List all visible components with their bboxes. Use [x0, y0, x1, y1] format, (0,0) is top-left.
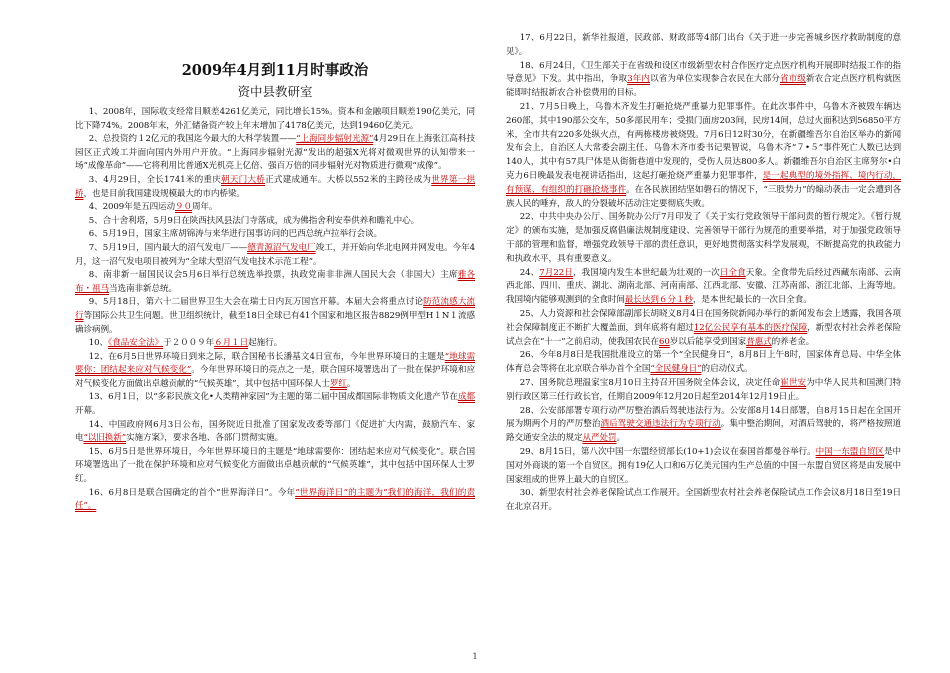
paragraph-text: 正式建成通车。大桥以552米的主跨径成为	[265, 174, 432, 185]
highlighted-text: ９０	[175, 202, 193, 213]
paragraph-text: ，也是目前我国建设规模最大的市内桥梁。	[83, 188, 245, 199]
highlighted-text: 崔世安	[780, 377, 807, 388]
paragraph-text: 9、5月18日，第六十二届世界卫生大会在瑞士日内瓦万国宫开幕。本届大会将重点讨论	[88, 297, 424, 308]
paragraph-text: 。今年世界环境日的亮点之一是，联合国环境署选出了一批在保护环境和应对气候变化方面做出卓越贡献的“气候英雄”，其中包括中国环保人士	[75, 365, 475, 389]
highlighted-text: 成都	[457, 392, 475, 403]
news-item	[506, 405, 901, 446]
highlighted-text: 7月22日	[539, 267, 573, 278]
paragraph-text: 16、6月8日是联合国确定的首个“世界海洋日”。今年	[88, 487, 296, 498]
paragraph-text: 30、新型农村社会养老保险试点工作展开。全国新型农村社会养老保险试点工作会议8月18日至19日在北京召开。	[506, 488, 901, 513]
highlighted-text: 德青源沼气发电厂	[247, 242, 316, 253]
highlighted-text: “上海同步辐射光源”	[296, 134, 374, 145]
paragraph-text: 周年。	[192, 202, 218, 213]
highlighted-text: 《食品安全法》	[107, 338, 164, 349]
news-item	[75, 228, 475, 242]
news-item	[506, 101, 901, 211]
paragraph-text: 4、2009年是五四运动	[88, 202, 176, 213]
paragraph-text: 10、	[88, 338, 108, 349]
highlighted-text: 雅各布・祖马	[75, 270, 475, 294]
paragraph-text: 18、6月24日，《卫生部关于在省级和设区市级新型农村合作医疗定点医疗机构开展即时结报工作的指导意见》下发。其中指出，争取	[506, 60, 901, 85]
paragraph-text: 17、6月22日，新华社报道，民政部、财政部等4部门出台《关于进一步完善城乡医疗救助制度的意见》。	[506, 33, 901, 57]
news-item	[75, 201, 475, 215]
right-column	[506, 32, 901, 515]
highlighted-text: 朝天门大桥	[221, 174, 266, 185]
left-paragraphs	[75, 106, 475, 514]
left-column	[75, 62, 475, 514]
paragraph-text: 15、6月5日是世界环境日，今年世界环境日的主题是“地球需要你：团结起来应对气候变化”。联合国环境署选出了一批在保护环境和应对气候变化方面做出卓越贡献的“气候英雄”，其中包括中国环保人士罗红。	[75, 446, 475, 485]
paragraph-text: 开幕。	[75, 406, 101, 417]
paragraph-text: 的启动仪式。	[701, 364, 753, 375]
paragraph-text: 12、在6月5日世界环境日到来之际，联合国秘书长潘基文4日宣布，今年世界环境日的主题是	[88, 351, 445, 362]
paragraph-text: 为中华人民共和国澳门特别行政区第三任行政长官，任期自2009年12月20日起至2014年12月19日止。	[506, 377, 902, 402]
paragraph-text: 。	[346, 378, 356, 389]
news-item	[75, 391, 475, 418]
highlighted-text: 酒后驾驶交通违法行为专项行动	[600, 419, 721, 430]
news-item	[506, 308, 901, 349]
paragraph-text: 起施行。	[248, 338, 283, 349]
highlighted-text: “全民健身日”	[650, 364, 702, 375]
paragraph-text: 6、5月19日，国家主席胡锦涛与来华进行国事访问的巴西总统卢拉举行会谈。	[88, 229, 383, 240]
news-item	[506, 377, 901, 405]
paragraph-text: 。在各民族团结坚如磐石的情况下，“三股势力”的煽动袭击一定会遭到各族人民的唾弃，敌人的分裂破坏活动注定要彻底失败。	[506, 184, 901, 209]
paragraph-text: 28、公安部部署专项行动严厉整治酒后驾驶违法行为。公安部8月14日部署，自8月15日起在全国开展为期两个月的严厉整治	[506, 405, 901, 430]
paragraph-text: 天象。全食带先后经过西藏东南部、云南西北部、四川、重庆、湖北、湖南北部、河南南部、江西北部、安徽、江苏南部、浙江北部、上海等地。我国境内能够观测到的全食时间	[506, 267, 902, 306]
paragraph-text: 当选南非新总统。	[108, 283, 177, 294]
news-item	[506, 32, 901, 60]
paragraph-text: 1、2008年，国际收支经常目顺差4261亿美元，同比增长15%。资本和金融项目顺差190亿美元，同比下降74%。2008年末，外汇储备资产较上年末增加了4178亿美元，达到19460亿美元。	[75, 107, 475, 131]
right-paragraphs	[506, 32, 901, 515]
news-item	[75, 133, 475, 174]
paragraph-text: 以省为单位实现参合农民在大部分	[650, 74, 780, 85]
news-item	[75, 351, 475, 392]
news-item	[75, 215, 475, 229]
news-item	[75, 337, 475, 351]
highlighted-text: 3年内	[627, 74, 651, 85]
highlighted-text: 日全食	[719, 267, 746, 278]
paragraph-text: 。	[616, 433, 625, 444]
paragraph-text: 竣工，并开始向华北电网并网发电。今年4月，这一沼气发电项目被列为“全球大型沼气发电技术示范工程”。	[75, 242, 475, 267]
paragraph-text: 是中国对外商谈的第一个自贸区。拥有19亿人口和6万亿美元国内生产总值的中国一东盟自贸区将是由发展中国家组成的世界上最大的自贸区。	[506, 446, 901, 485]
paragraph-text: 25、人力资源和社会保障部副部长胡晓义8月4日在国务院新闻办举行的新闻发布会上透露，我国各项社会保障制度正不断扩大覆盖面，到年底将有超过	[506, 308, 901, 333]
paragraph-text: 8、南非新一届国民议会5月6日举行总统选举投票，执政党南非非洲人国民大会（非国大）主席	[88, 270, 458, 281]
highlighted-text: 从严处罚	[582, 433, 617, 444]
highlighted-text: 中国一东盟自贸区	[815, 446, 884, 457]
news-item	[506, 487, 901, 515]
news-item	[506, 349, 901, 377]
highlighted-text: 60	[658, 336, 670, 347]
news-item	[75, 174, 475, 201]
paragraph-text: 21、7月5日晚上，乌鲁木齐发生打砸抢烧严重暴力犯罪事件。在此次事件中，乌鲁木齐被毁车辆达260部，其中190部公交车，50多部民用车；受损门面房203间，民房14间，总过火面积达到56850平方米，全市共有220多处纵火点，有两栋楼房被烧毁。7月6日12时30分，在新疆维吾尔自治区举办的新闻发布会上，自治区人大常委会副主任、乌鲁木齐市委书记栗智说，乌鲁木齐“７•５”事件死亡人数已达到140人，其中有57具尸体是从街衙巷道中发现的，受伤人员达800多人。新疆维吾尔自治区主席努尔•白克力6日晚最发表电视讲话指出，这起打砸抢烧严重暴力犯罪事件，	[506, 101, 901, 181]
highlighted-text: 12亿公民享有基本的医疗保障	[693, 322, 808, 333]
paragraph-text: 。集中整治期间，对酒后驾驶的，将严格按照道路交通安全法的规定	[506, 419, 902, 444]
paragraph-text: 等国际公共卫生问题。世卫组织统计，截至18日全球已有41个国家和地区报告8829例甲型H１N１流感确诊病例。	[75, 310, 476, 335]
paragraph-text: ，新型农村社会养老保险试点会在“十一”之前启动，使我国农民在	[506, 322, 901, 347]
highlighted-text: 普惠式	[746, 336, 772, 347]
highlighted-text: 世界第一拱桥	[75, 174, 475, 199]
highlighted-text: 防范流感大流行	[75, 297, 476, 321]
news-item	[75, 242, 475, 269]
paragraph-text: 的养老金。	[771, 336, 815, 347]
paragraph-text: 3、4月29日，全长1741米的重庆	[88, 174, 222, 185]
paragraph-text: 2、总投资约１2亿元的我国迄今最大的大科学装置——	[88, 134, 297, 145]
news-item	[75, 446, 475, 487]
news-item	[506, 267, 901, 308]
highlighted-text: “世界海洋日”的主题为“我们的海洋，我们的责任”。	[75, 487, 475, 512]
paragraph-text: 7、5月19日，国内最大的沼气发电厂——	[88, 242, 248, 253]
news-item	[75, 487, 475, 514]
highlighted-text: 最长达到６分１秒	[624, 295, 693, 306]
paragraph-text: 5、合十舍利塔，5月9日在陕西扶风县法门寺落成，成为佛指舍利安奉供养和瞻礼中心。	[88, 215, 420, 226]
paragraph-text: 4月29日在上海张江高科技园区正式竣工并面向国内外用户开放。“上海同步辐射光源”发出的超强X光将对微观世界的认知带来一场“成像革命”——它将利用比普通X光机亮上亿倍、强百万倍的同步辐射光对物质进行微观“成像”。	[75, 134, 475, 172]
paragraph-text: 岁以后能享受到国家	[669, 336, 747, 347]
paragraph-text: 于２００９年	[163, 338, 215, 349]
news-item	[75, 296, 475, 337]
news-item	[75, 419, 475, 446]
paragraph-text: 27、国务院总理温家宝8月10日主持召开国务院全体会议，决定任命	[519, 377, 781, 388]
paragraph-text: ，我国境内发生本世纪最为壮观的一次	[572, 267, 720, 278]
highlighted-text: “以旧换新”	[83, 433, 127, 444]
page-number: 1	[472, 652, 478, 661]
paragraph-text: 26、今年8月8日是我国批准设立的第一个“全民健身日”，8月8日上午8时，国家体育总局、中华全体体育总会等将在北京联合举办首个全国	[506, 350, 901, 375]
paragraph-text: 实施方案》，要求各地、各部门贯彻实施。	[126, 433, 284, 444]
news-item	[75, 269, 475, 296]
news-item	[75, 106, 475, 133]
paragraph-text: 22、中共中央办公厅、国务院办公厅7月印发了《关于实行党政领导干部问责的暂行规定》。《暂行规定》的颁布实施，是加强反腐倡廉法规制度建设、完善领导干部行为规范的重要举措，对于加强党政领导干部的管理和监督，增强党政领导干部的责任意识，更好地贯彻落实科学发展观，不断提高党的执政能力和执政水平，具有重要意义。	[506, 212, 901, 264]
paragraph-text: ，是本世纪最长的一次日全食。	[692, 295, 812, 306]
paragraph-text: 29、8月15日，第八次中国一东盟经贸部长(10+1)会议在泰国首都曼谷举行。	[519, 446, 816, 457]
document-subtitle: 资中县教研室	[237, 84, 313, 99]
document-title: 2009年4月到11月时事政治	[181, 62, 369, 79]
paragraph-text: 14、中国政府网6月3日公布，国务院近日批准了国家发改委等部门《促进扩大内需，鼓励汽车、家电	[75, 419, 475, 444]
paragraph-text: 新农合定点医疗机构就医能即时结报新农合补偿费用的目标。	[506, 74, 902, 99]
highlighted-text: ６月１日	[214, 338, 249, 349]
paragraph-text: 24、	[519, 267, 540, 278]
highlighted-text: 省市级	[779, 74, 806, 85]
news-item	[506, 446, 901, 487]
highlighted-text: 罗红	[329, 378, 347, 389]
news-item	[506, 211, 901, 266]
paragraph-text: 13、6月1日，以“多彩民族文化•人类精神家园”为主题的第二届中国成都国际非物质文化遗产节在	[88, 392, 458, 403]
highlighted-text: 是一起典型的境外指挥、境内行动，有预谋、有组织的打砸抢烧事件	[506, 170, 901, 195]
highlighted-text: “地球需要你：团结起来应对气候变化”	[75, 351, 475, 376]
news-item	[506, 60, 901, 101]
